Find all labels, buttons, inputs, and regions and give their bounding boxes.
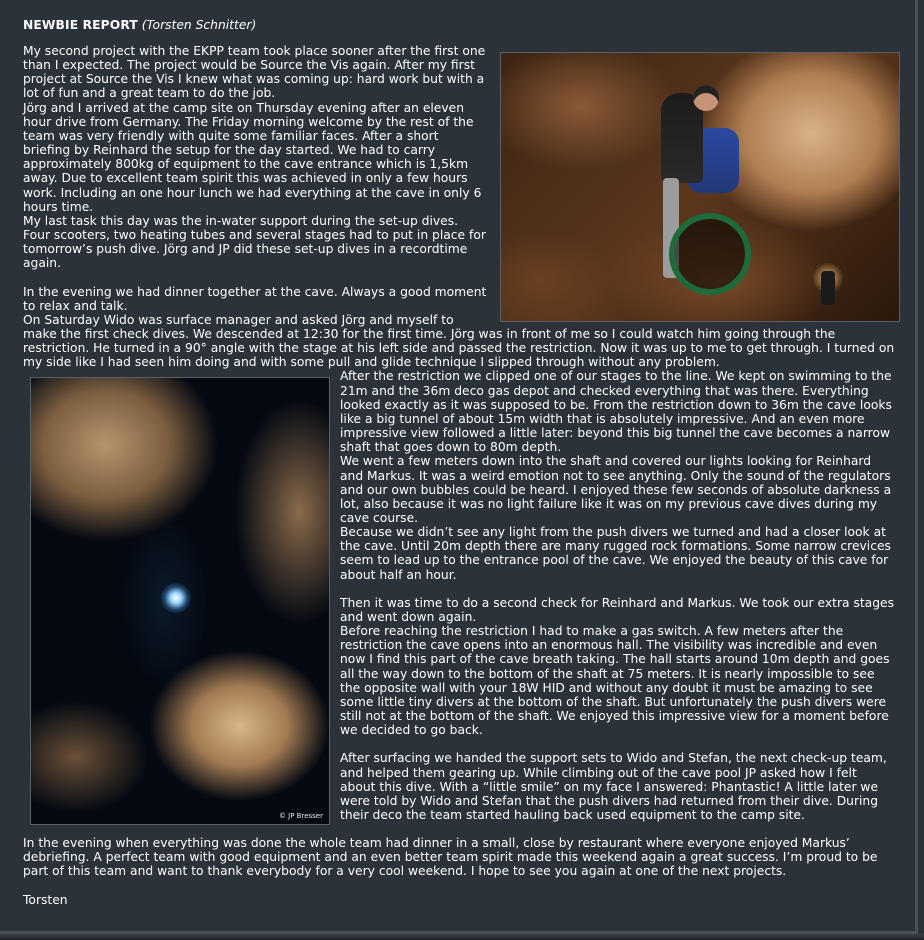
paragraph-4: Then it was time to do a second check for Reinhard and Markus. We took our extra stages and went down again. Before reaching the restriction I had to make a gas switch. A few meters after the restriction the cave opens into an enormous hall. The visibility was incredible and even now I find this part of the cave breath taking. The hall starts around 10m depth and goes all the way down to the bottom of the shaft at 75 meters. It is nearly impossible to see the opposite wall with your 18W HID and without any doubt it must be amazing to see some little tiny divers at the bottom of the shaft. But unfortunately the push divers were still not at the bottom of the shaft. We enjoyed this impressive view for a moment before we decided to go back.: [340, 595, 894, 738]
lamp: [821, 271, 835, 305]
photo-credit: © JP Bresser: [278, 812, 323, 821]
bottom-border: [0, 934, 924, 940]
article: [23, 18, 895, 907]
signature: Torsten: [23, 892, 68, 907]
paragraph-3: After the restriction we clipped one of our stages to the line. We kept on swimming to the 21m and the 36m deco gas depot and checked everything that was there. Everything looked exactly as it was supposed to be. From the restriction down to 36m the cave looks like a big tunnel of about 15m width that is absolutely impressive. And an even more impressive view followed a little later: beyond this big tunnel the cave becomes a narrow shaft that goes down to 80m depth. We went a few meters down into the shaft and covered our lights looking for Reinhard and Markus. It was a weird emotion not to see anything. Only the sound of the regulators and our own bubbles could be heard. I enjoyed these few seconds of absolute darkness a lot, also because it was no light failure like it was on my previous cave dives during my cave course. Because we didn’t see any light from the push divers we turned and had a closer look at the cave. Until 20m depth there are many rugged rock formations. Some narrow crevices seem to lead up to the entrance pool of the cave. We enjoyed the beauty of this cave for about half an hour.: [340, 369, 892, 582]
paragraph-2: In the evening we had dinner together at the cave. Always a good moment to relax and talk. On Saturday Wido was surface manager and asked Jörg and myself to make the first check dives. We descended at 12:30 for the first time. Jörg was in front of me so I could watch him going through the restriction. He turned in a 90° angle with the stage at his left side and passed the restriction. Now it was up to me to get through. I turned on my side like I had seen him doing and with some pull and glide technique I slipped through without any problem.: [23, 284, 895, 370]
diver-head: [693, 85, 719, 111]
paragraph-1: My second project with the EKPP team took place sooner after the first one than I expected. The project would be Source the Vis again. After my first project at Source the Vis I knew what was coming up: hard work but with a lot of fun and a great team to do the job. Jörg and I arrived at the camp site on Thursday evening after an eleven hour drive from Germany. The Friday morning welcome by the rest of the team was very friendly with quite some familiar faces. After a short briefing by Reinhard the setup for the day started. We had to carry approximately 800kg of equipment to the cave entrance which is 1,5km away. Due to excellent team spirit this was achieved in only a few hours work. Including an one hour lunch we had everything at the cave in only 6 hours time. My last task this day was the in-water support during the set-up dives. Four scooters, two heating tubes and several stages had to put in place for tomorrow’s push dive. Jörg and JP did these set-up dives in a recordtime again.: [23, 44, 486, 271]
paragraph-6: In the evening when everything was done the whole team had dinner in a small, close by restaurant where everyone enjoyed Markus’ debriefing. A perfect team with good equipment and an even better team spirit made this weekend again a great success. I’m proud to be part of this team and want to thank everybody for a very cool weekend. I hope to see you again at one of the next projects.: [23, 836, 878, 879]
photo-underwater-cave: [30, 377, 330, 825]
photo-divers-in-cave: [500, 52, 900, 322]
paragraph-5: After surfacing we handed the support sets to Wido and Stefan, the next check-up team, and helped them gearing up. While climbing out of the cave pool JP asked how I felt about this dive. With a “little smile” on my face I answered: Phantastic! A little later we were told by Wido and Stefan that the push divers had returned from their dive. During their deco the team started hauling back used equipment to the camp site.: [340, 751, 887, 822]
diver-light: [161, 583, 191, 613]
article-title: [23, 18, 895, 33]
dive-gear: [669, 213, 751, 295]
title-text: NEWBIE REPORT: [23, 18, 138, 32]
author-text: (Torsten Schnitter): [141, 18, 257, 32]
